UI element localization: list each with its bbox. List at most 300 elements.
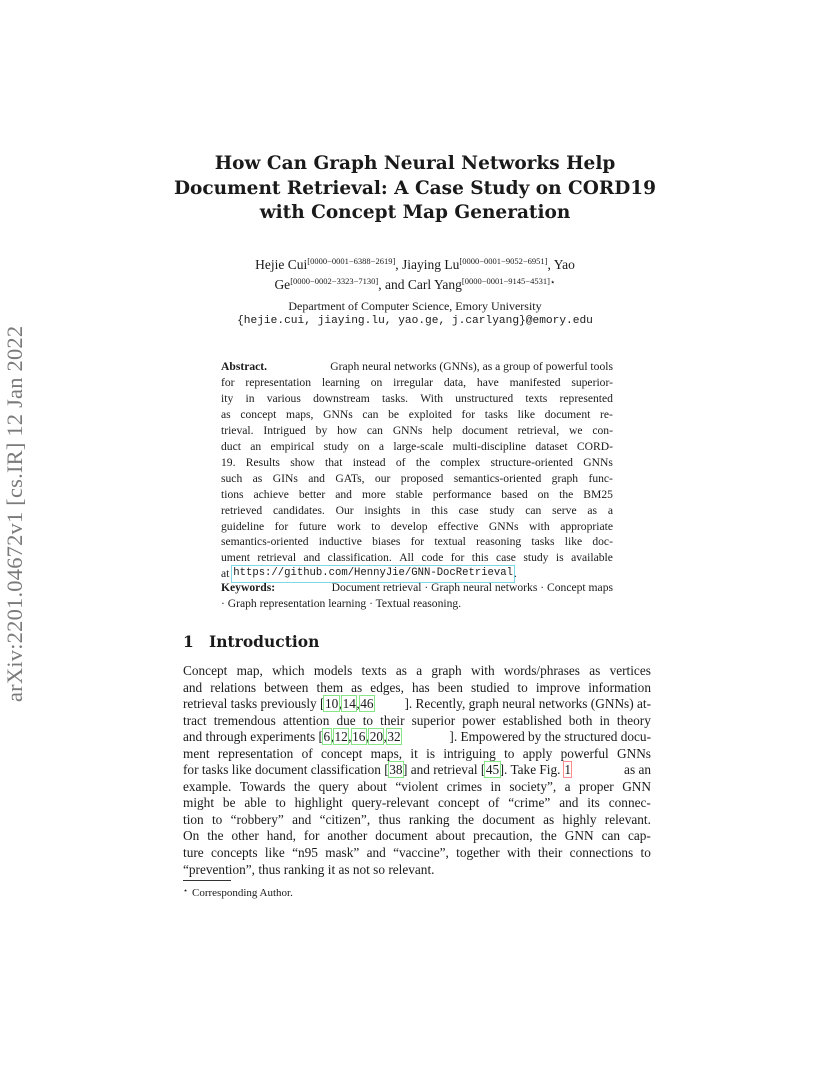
authors-line-1	[160, 253, 670, 273]
word: in	[411, 503, 421, 517]
word: on	[358, 439, 370, 453]
word: be	[222, 795, 236, 811]
paragraph-text: as an	[624, 762, 651, 778]
word: has	[411, 679, 430, 695]
word: the	[457, 811, 475, 827]
word: that	[325, 455, 343, 469]
word: study	[489, 503, 515, 517]
word: superior	[411, 712, 456, 728]
word: be	[388, 407, 400, 421]
abstract-label: Abstract.	[221, 360, 268, 373]
word: as	[543, 811, 555, 827]
orcid-id[interactable]: [0000−0002−3323−7130]	[290, 276, 379, 286]
word: highlight	[294, 795, 343, 811]
paragraph-line	[183, 795, 651, 812]
word: CORD-	[576, 439, 613, 453]
word: in	[490, 778, 501, 794]
word: words/phrases	[503, 663, 580, 678]
word: a	[607, 503, 613, 517]
word: maps,	[370, 745, 403, 761]
word: of	[395, 455, 406, 469]
word: society”,	[509, 778, 557, 794]
orcid-id[interactable]: [0000−0001−6388−2619]	[307, 256, 396, 266]
word: is	[426, 745, 435, 761]
word: show	[290, 455, 315, 469]
word: for	[303, 828, 320, 844]
abstract	[221, 359, 613, 582]
word: map,	[236, 663, 263, 678]
word: a	[564, 778, 571, 794]
word: improve	[535, 679, 581, 695]
word: available	[571, 551, 613, 565]
word: this	[471, 551, 489, 565]
paragraph-text: ]. Take Fig.	[499, 762, 564, 778]
word: representation	[245, 375, 312, 389]
word: to	[371, 519, 381, 533]
word: like	[264, 845, 285, 861]
section-heading	[183, 632, 319, 651]
corresponding-author-mark[interactable]: ⋆	[549, 277, 556, 287]
word: large-scale	[393, 439, 444, 453]
word: document	[462, 423, 508, 437]
paragraph-line	[183, 680, 651, 697]
word: dataset	[535, 439, 568, 453]
orcid-id[interactable]: [0000−0001−9145−4531]	[461, 276, 550, 286]
word: document	[482, 811, 535, 827]
word: concept	[240, 407, 277, 421]
word: tasks	[484, 407, 508, 421]
paragraph-line	[183, 828, 651, 845]
paragraph-text: retrieval tasks previously [	[183, 696, 325, 712]
word: we	[568, 423, 583, 437]
word: attention	[282, 712, 330, 728]
paragraph-line	[183, 779, 651, 796]
word: and	[308, 471, 325, 485]
word: both	[568, 712, 593, 728]
word: the	[559, 487, 574, 501]
word: as	[351, 679, 363, 695]
word: better	[298, 487, 326, 501]
word: superior-	[571, 375, 613, 389]
word: tasks	[531, 535, 555, 549]
word: represented	[559, 391, 613, 405]
introduction-paragraph	[183, 663, 651, 878]
word: studied	[470, 679, 510, 695]
word: mask”	[325, 845, 360, 861]
word: due	[336, 712, 356, 728]
paragraph-line: “prevention”, thus ranking it as not so relevant.	[183, 861, 435, 877]
word: BM25	[583, 487, 613, 501]
word: empirical	[270, 439, 315, 453]
paragraph-text: for tasks like document classification [	[183, 762, 389, 778]
word: by	[315, 423, 328, 437]
word: relations	[210, 679, 257, 695]
word: intriguing	[443, 745, 496, 761]
word: code	[421, 551, 444, 565]
keywords-line: · Graph representation learning · Textual reasoning.	[221, 596, 462, 610]
word: theory	[616, 712, 651, 728]
word: a	[416, 663, 423, 678]
word: tract	[183, 712, 207, 728]
section-number: 1	[183, 632, 194, 651]
word: and	[303, 551, 321, 565]
word: proper	[579, 778, 614, 794]
word: stable	[395, 487, 423, 501]
authors-line-2	[160, 273, 670, 293]
abstract-line	[221, 391, 613, 407]
word: classification.	[327, 551, 392, 565]
word: able	[244, 795, 267, 811]
word: func-	[588, 471, 613, 485]
word: irregular	[393, 375, 434, 389]
word: information	[588, 679, 651, 695]
word: case	[458, 503, 479, 517]
word: future	[298, 519, 327, 533]
word: to	[362, 712, 374, 728]
paragraph-text	[183, 762, 571, 779]
word: highly	[562, 811, 597, 827]
word: reasoning	[476, 535, 522, 549]
word: GNNs	[488, 519, 519, 533]
word: graph	[431, 663, 462, 678]
word: as	[589, 663, 601, 678]
word: relevant.	[604, 811, 651, 827]
word: of	[301, 745, 313, 761]
word: document	[544, 407, 591, 421]
abstract-line	[221, 534, 613, 550]
abstract-text: .	[514, 567, 517, 581]
word: texts	[361, 663, 387, 678]
abstract-line	[221, 439, 613, 455]
word: like	[517, 407, 535, 421]
word: Towards	[239, 778, 286, 794]
word: models	[313, 663, 353, 678]
title-line-2: Document Retrieval: A Case Study on CORD19	[174, 177, 656, 199]
word: to	[275, 795, 286, 811]
citation-link[interactable]: 14	[342, 696, 356, 712]
word: re-	[600, 407, 613, 421]
paragraph-text: ]. Recently, graph neural networks (GNNs) at-	[404, 696, 651, 712]
word: GNNs	[323, 407, 353, 421]
word: inductive	[318, 535, 362, 549]
word: to	[211, 811, 223, 827]
citation-link[interactable]: 12	[334, 729, 348, 745]
author-list	[160, 253, 670, 293]
word: been	[437, 679, 463, 695]
paragraph-line	[183, 845, 651, 862]
word: multi-discipline	[452, 439, 527, 453]
word: biases	[372, 535, 401, 549]
word: with	[529, 519, 550, 533]
arxiv-identifier-stamp: arXiv:2201.04672v1 [cs.IR] 12 Jan 2022	[2, 325, 27, 702]
word: edges,	[370, 679, 404, 695]
word: tion	[183, 811, 204, 827]
paragraph-text: retrieval tasks previously [10,14,46	[183, 696, 374, 712]
word: for	[221, 375, 235, 389]
word: doc-	[592, 535, 613, 549]
paragraph-line	[183, 713, 651, 730]
word: the	[540, 828, 557, 844]
word: them	[316, 679, 344, 695]
word: established	[502, 712, 562, 728]
word: tions	[221, 487, 244, 501]
word: example.	[183, 778, 232, 794]
word: can	[601, 828, 621, 844]
word: GNNs	[616, 745, 651, 761]
word: have	[476, 375, 499, 389]
word: instead	[352, 455, 386, 469]
word: tasks.	[381, 391, 409, 405]
footnote-mark: ⋆	[183, 886, 189, 895]
word: their	[537, 845, 563, 861]
word: graph	[551, 471, 579, 485]
word: such	[221, 471, 243, 485]
word: texts	[525, 391, 548, 405]
word: unstructured	[455, 391, 514, 405]
abstract-line	[221, 375, 613, 391]
footnote-text: Corresponding Author.	[192, 887, 293, 899]
word: precaution,	[473, 828, 533, 844]
word: thus	[378, 811, 401, 827]
footnote-divider	[183, 880, 231, 881]
section-title: Introduction	[209, 632, 320, 651]
word: various	[266, 391, 301, 405]
abstract-text: Graph neural networks (GNNs), as a group of powerful tools	[330, 360, 613, 373]
word: on	[537, 487, 550, 501]
word: hand,	[266, 828, 296, 844]
word: GATs,	[335, 471, 365, 485]
author-emails: {hejie.cui, jiaying.lu, yao.ge, j.carlyang}@emory.edu	[237, 315, 593, 327]
word: ranking	[408, 811, 450, 827]
word: “crime”	[508, 795, 551, 811]
word: for	[461, 407, 476, 421]
citation-link[interactable]: 46	[360, 696, 374, 712]
word: powerful	[560, 745, 609, 761]
word: retrieved	[221, 503, 263, 517]
word: achieve	[253, 487, 289, 501]
word: study	[323, 439, 349, 453]
word: GNNs	[392, 423, 423, 437]
word: textual	[434, 535, 466, 549]
word: query	[318, 778, 349, 794]
keywords-label: Keywords:	[221, 581, 276, 594]
word: trieval.	[221, 423, 254, 437]
word: like	[564, 535, 583, 549]
author-name: Hejie Cui	[255, 257, 308, 272]
paragraph-text: and through experiments [6,12,16,20,32	[183, 729, 401, 745]
word: concepts	[211, 845, 258, 861]
word: data,	[443, 375, 467, 389]
word: crimes	[446, 778, 483, 794]
word: serve	[552, 503, 577, 517]
word: maps,	[286, 407, 314, 421]
word: apply	[522, 745, 553, 761]
word: and	[292, 811, 312, 827]
word: our	[374, 471, 391, 485]
word: about	[435, 828, 466, 844]
word: an	[250, 439, 262, 453]
citation-link[interactable]: 45	[485, 762, 500, 778]
abstract-line	[221, 471, 613, 487]
word: how	[337, 423, 358, 437]
word: develop	[390, 519, 428, 533]
citation-link[interactable]: 38	[389, 762, 403, 778]
word: and	[183, 679, 203, 695]
word: performance	[432, 487, 492, 501]
citation-link[interactable]: 6	[323, 729, 331, 745]
word: effective	[438, 519, 479, 533]
word: Intrigued	[263, 423, 306, 437]
author-name: Ge	[274, 277, 291, 292]
department: Department of Computer Science, Emory University	[288, 299, 542, 313]
word: is	[555, 551, 564, 565]
word: “citizen”,	[319, 811, 371, 827]
paragraph-line	[183, 762, 651, 779]
paragraph-text: ] and retrieval [	[402, 762, 486, 778]
word: GNNs	[583, 455, 613, 469]
abstract-line	[221, 550, 613, 566]
word: “robbery”	[230, 811, 284, 827]
word: a	[378, 439, 385, 453]
footnote	[183, 886, 293, 899]
word: concept	[438, 795, 480, 811]
word: appropriate	[560, 519, 613, 533]
word: “vaccine”,	[393, 845, 449, 861]
word: vertices	[609, 663, 651, 678]
word: duct	[221, 439, 241, 453]
citation-link[interactable]: 16	[352, 729, 366, 745]
title-line-3: with Concept Map Generation	[259, 202, 571, 223]
affiliation	[190, 299, 640, 329]
word: in	[245, 391, 255, 405]
abstract-text: at	[221, 567, 233, 581]
word: “n95	[292, 845, 318, 861]
word: the	[415, 455, 430, 469]
word: document	[375, 828, 428, 844]
title-line-1: How Can Graph Neural Networks Help	[214, 153, 616, 174]
word: With	[420, 391, 443, 405]
word: other	[231, 828, 259, 844]
keywords	[221, 580, 613, 612]
abstract-line	[221, 423, 613, 439]
paragraph-line	[183, 729, 651, 746]
word: another	[327, 828, 368, 844]
word: con-	[592, 423, 613, 437]
word: retrieval,	[517, 423, 560, 437]
word: for	[410, 535, 425, 549]
abstract-line	[221, 519, 613, 535]
word: help	[432, 423, 453, 437]
author-name: , Yao	[547, 257, 575, 272]
word: which	[272, 663, 305, 678]
word: concept	[320, 745, 363, 761]
word: representation	[217, 745, 294, 761]
word: might	[183, 795, 215, 811]
word: learning	[321, 375, 360, 389]
word: exploited	[408, 407, 452, 421]
word: structure-oriented	[490, 455, 573, 469]
word: connections	[569, 845, 634, 861]
word: manifested	[509, 375, 561, 389]
code-repository-link[interactable]: https://github.com/HennyJie/GNN-DocRetrieval	[232, 566, 514, 582]
paragraph-text: ]. Empowered by the structured docu-	[449, 729, 651, 745]
abstract-line	[221, 455, 613, 471]
paragraph-line	[183, 812, 651, 829]
word: between	[264, 679, 309, 695]
word: with	[470, 663, 495, 678]
word: for	[274, 519, 289, 533]
keywords-line	[221, 580, 613, 596]
word: downstream	[313, 391, 370, 405]
word: Results	[245, 455, 280, 469]
orcid-id[interactable]: [0000−0001−9052−6951]	[459, 256, 548, 266]
paragraph-text: and through experiments [	[183, 729, 323, 745]
author-name: , and Carl Yang	[378, 277, 462, 292]
word: based	[501, 487, 528, 501]
word: and	[366, 845, 386, 861]
word: GNN	[622, 778, 651, 794]
word: it	[410, 745, 418, 761]
word: Our	[335, 503, 354, 517]
word: query-relevant	[351, 795, 430, 811]
word: on	[370, 375, 383, 389]
keywords-text: Document retrieval · Graph neural networks · Concept maps	[331, 581, 613, 594]
word: its	[587, 795, 600, 811]
word: retrieval	[257, 551, 297, 565]
word: and	[335, 487, 352, 501]
word: All	[399, 551, 415, 565]
word: together	[456, 845, 500, 861]
figure-reference-link[interactable]: 1	[564, 762, 571, 778]
word: tremendous	[213, 712, 276, 728]
word: ity	[221, 391, 234, 405]
word: in	[599, 712, 610, 728]
word: the	[207, 828, 224, 844]
word: to	[640, 845, 651, 861]
word: semantics-oriented	[453, 471, 542, 485]
word: semantics-oriented	[221, 535, 309, 549]
word: of	[488, 795, 500, 811]
word: this	[431, 503, 448, 517]
word: On	[183, 828, 200, 844]
citation-link[interactable]: 32	[387, 729, 401, 745]
word: proposed	[400, 471, 444, 485]
word: connec-	[608, 795, 651, 811]
paper-title	[150, 152, 680, 226]
paragraph-line	[183, 746, 651, 763]
word: GNN	[564, 828, 594, 844]
word: power	[462, 712, 496, 728]
word: about	[357, 778, 387, 794]
citation-link[interactable]: 20	[369, 729, 383, 745]
word: as	[395, 663, 407, 678]
word: and	[559, 795, 579, 811]
word: to	[517, 679, 528, 695]
word: ment	[183, 745, 210, 761]
word: insights	[364, 503, 401, 517]
word: for	[450, 551, 465, 565]
citation-link[interactable]: 10	[324, 696, 339, 712]
word: work	[336, 519, 361, 533]
word: ument	[221, 551, 250, 565]
abstract-line	[221, 359, 613, 375]
word: as	[252, 471, 263, 485]
paragraph-line	[183, 696, 651, 713]
word: study	[523, 551, 549, 565]
word: can	[362, 407, 379, 421]
author-name: , Jiaying Lu	[395, 257, 460, 272]
word: more	[361, 487, 386, 501]
